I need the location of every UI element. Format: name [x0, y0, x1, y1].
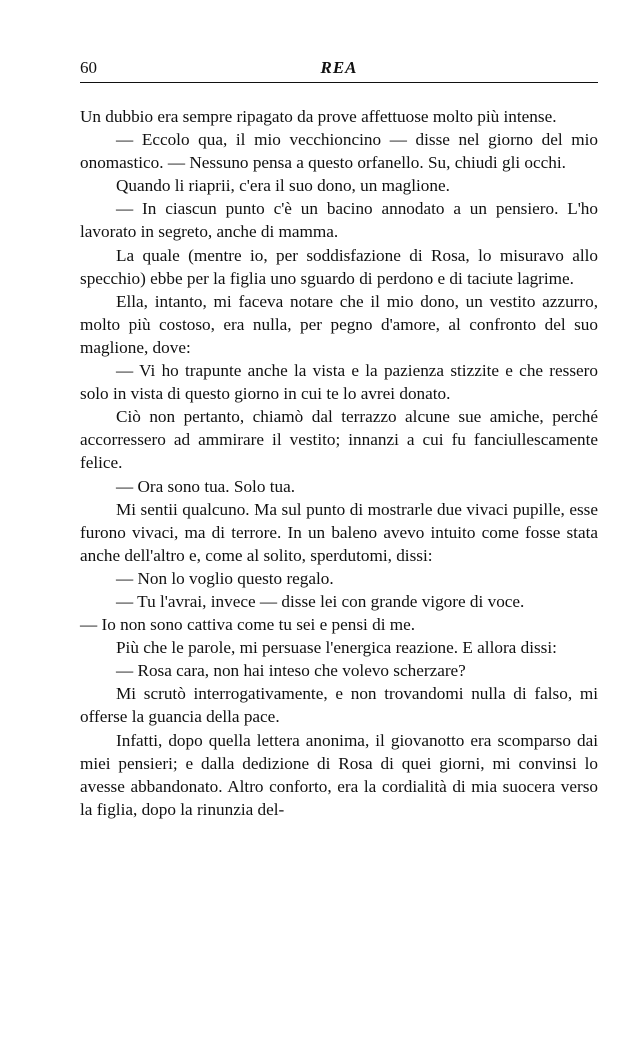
- paragraph: Mi sentii qualcuno. Ma sul punto di mostrarle due vivaci pupille, esse furono vivaci, ma di terrore. In un baleno avevo intuito come fosse stata anche dell'altro e, come al solito, sperdutomi, dissi:: [80, 499, 598, 565]
- header-rule: [80, 82, 598, 83]
- page-number: 60: [80, 58, 97, 77]
- paragraph: La quale (mentre io, per soddisfazione di Rosa, lo misuravo allo specchio) ebbe per la figlia uno sguardo di perdono e di taciute lagrime.: [80, 245, 598, 288]
- paragraph: Ciò non pertanto, chiamò dal terrazzo alcune sue amiche, perché accorressero ad ammirare il vestito; innanzi a cui fu fanciullescamente felice.: [80, 407, 598, 473]
- page-header: [80, 58, 598, 84]
- paragraph: — Eccolo qua, il mio vecchioncino — disse nel giorno del mio onomastico. — Nessuno pensa a questo orfanello. Su, chiudi gli occhi.: [80, 130, 598, 173]
- paragraph: — Io non sono cattiva come tu sei e pensi di me.: [80, 615, 416, 635]
- paragraph: — In ciascun punto c'è un bacino annodato a un pensiero. L'ho lavorato in segreto, anche di mamma.: [80, 199, 598, 242]
- running-title: REA: [320, 58, 358, 77]
- paragraph: — Non lo voglio questo regalo.: [116, 568, 334, 588]
- paragraph: — Rosa cara, non hai inteso che volevo scherzare?: [116, 661, 466, 681]
- paragraph: Mi scrutò interrogativamente, e non trovandomi nulla di falso, mi offerse la guancia della pace.: [80, 684, 598, 727]
- paragraph: Più che le parole, mi persuase l'energica reazione. E allora dissi:: [116, 638, 557, 658]
- paragraph: — Ora sono tua. Solo tua.: [116, 476, 296, 496]
- paragraph: Quando li riaprii, c'era il suo dono, un maglione.: [116, 176, 450, 196]
- paragraph: Infatti, dopo quella lettera anonima, il giovanotto era scomparso dai miei pensieri; e dalla dedizione di Rosa di quei giorni, mi convinsi lo avesse abbandonato. Altro conforto, era la cordialità di mia suocera verso la figlia, dopo la rinunzia del-: [80, 730, 598, 819]
- paragraph: Un dubbio era sempre ripagato da prove affettuose molto più intense.: [80, 107, 557, 126]
- paragraph: — Tu l'avrai, invece — disse lei con grande vigore di voce.: [116, 591, 525, 611]
- paragraph: — Vi ho trapunte anche la vista e la pazienza stizzite e che ressero solo in vista di questo giorno in cui te lo avrei donato.: [80, 361, 598, 404]
- paragraph: Ella, intanto, mi faceva notare che il mio dono, un vestito azzurro, molto più costoso, era nulla, per pegno d'amore, al confronto del suo maglione, dove:: [80, 291, 598, 357]
- body-text: [80, 105, 598, 821]
